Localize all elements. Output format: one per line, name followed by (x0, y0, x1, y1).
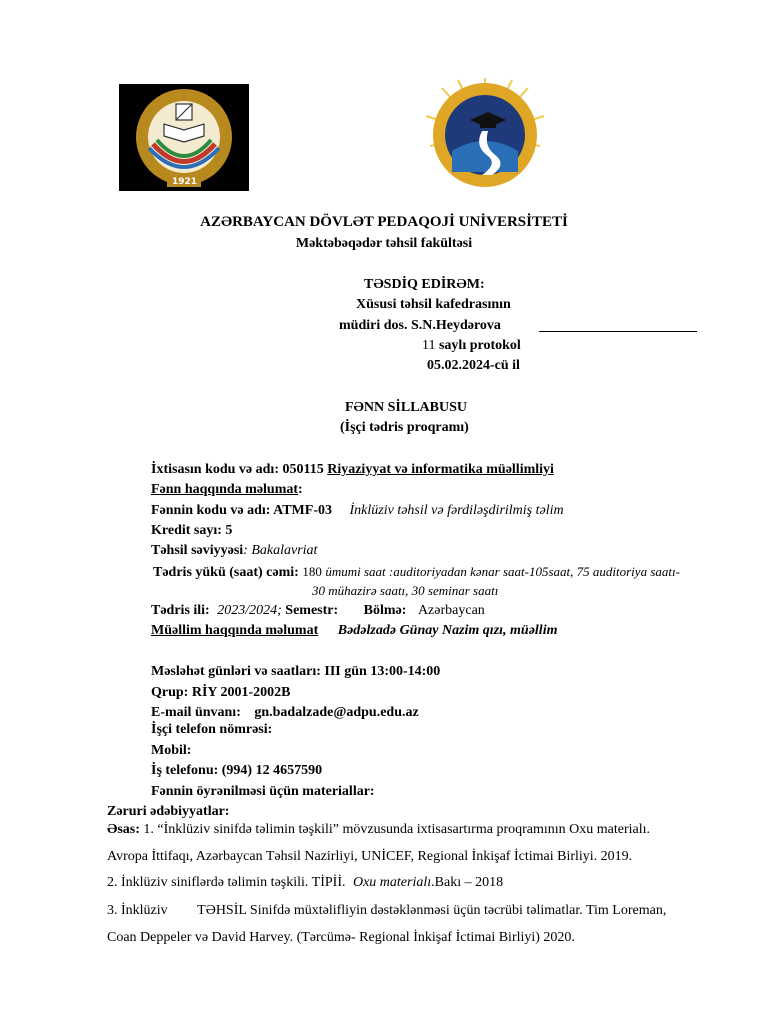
basic-label: Əsas: (107, 822, 140, 837)
office-phone: İş telefonu: (994) 12 4657590 (151, 763, 323, 778)
syllabus-title: FƏNN SİLLABUSU (345, 400, 467, 415)
approval-title: TƏSDİQ EDİRƏM: (364, 277, 485, 292)
item2-place: .Bakı – 2018 (431, 875, 504, 890)
year-value: 2023/2024; (217, 603, 282, 618)
signature-line (539, 331, 697, 332)
item3-start: 3. İnklüziv (107, 903, 168, 918)
seal-year: 1921 (172, 177, 198, 187)
item2-type: Oxu materialı (352, 875, 432, 890)
load-detail-2: 30 mühazirə saatı, 30 seminar saatı (312, 583, 499, 598)
literature-item-1 (107, 822, 650, 838)
course-info-heading (151, 482, 303, 498)
mobile: Mobil: (151, 743, 192, 758)
materials-heading: Fənnin öyrənilməsi üçün materiallar: (151, 784, 375, 799)
specialty-label: İxtisasın kodu və adı: 050115 (151, 462, 324, 477)
syllabus-subtitle: (İşçi tədris proqramı) (340, 420, 469, 435)
email-value: gn.badalzade@adpu.edu.az (254, 705, 419, 720)
approval-department: Xüsusi təhsil kafedrasının (356, 297, 511, 312)
protocol-number: 11 (422, 338, 436, 353)
course-code-label: Fənnin kodu və adı: ATMF-03 (151, 503, 332, 518)
item2-title: 2. İnklüziv siniflərdə təlimin təşkili. TİPİİ. (107, 875, 346, 890)
education-level (151, 543, 317, 559)
university-logo-left (119, 84, 249, 191)
level-value: : Bakalavriat (243, 543, 318, 558)
course-code (151, 503, 564, 519)
course-name: İnklüziv təhsil və fərdiləşdirilmiş təlim (349, 503, 564, 518)
load-hours: 180 (302, 564, 322, 579)
section-value: Azərbaycan (417, 603, 485, 618)
protocol-label: saylı protokol (438, 338, 521, 353)
literature-item-2 (107, 875, 503, 891)
approval-head: müdiri dos. S.N.Heydərova (339, 318, 501, 333)
graduation-cap-road-icon (422, 76, 548, 194)
teaching-load (153, 564, 680, 581)
email-label: E-mail ünvanı: (151, 705, 241, 720)
item1-line1: 1. “İnklüziv sinifdə təlimin təşkili” mövzusunda ixtisasartırma proqramının Oxu materialı. (143, 822, 651, 837)
work-phone-label: İşçi telefon nömrəsi: (151, 722, 273, 737)
faculty-name: Məktəbəqədər təhsil fakültəsi (295, 236, 473, 251)
group: Qrup: RİY 2001-2002B (151, 685, 291, 700)
item3-title: TƏHSİL Sinifdə müxtəlifliyin dəstəklənməsi üçün təcrübi təlimatlar. Tim Loreman, (197, 903, 667, 918)
course-info-colon: : (298, 482, 303, 497)
university-seal-book-icon (119, 84, 249, 191)
approval-date: 05.02.2024-cü il (427, 358, 520, 373)
section-label: Bölmə: (363, 603, 407, 618)
year-label: Tədris ili: (151, 603, 210, 618)
literature-item-3 (107, 903, 666, 919)
university-name: AZƏRBAYCAN DÖVLƏT PEDAQOJİ UNİVERSİTETİ (200, 214, 568, 230)
consultation: Məsləhət günləri və saatları: III gün 13:00-14:00 (151, 664, 441, 679)
teacher-info (151, 623, 557, 639)
load-detail: ümumi saat :auditoriyadan kənar saat-105saat, 75 auditoriya saatı- (325, 564, 680, 579)
teacher-label: Müəllim haqqında məlumat (151, 623, 319, 638)
faculty-logo-right (422, 76, 548, 194)
literature-item-3-cont: Coan Deppeler və David Harvey. (Tərcümə- Regional İnkişaf İctimai Birliyi) 2020. (107, 930, 575, 945)
semester-label: Semestr: (285, 603, 339, 618)
credit: Kredit sayı: 5 (151, 523, 233, 538)
specialty (151, 462, 554, 478)
teacher-value: Bədəlzadə Günay Nazim qızı, müəllim (337, 623, 558, 638)
level-label: Təhsil səviyyəsi (151, 543, 244, 558)
literature-title: Zəruri ədəbiyyatlar: (107, 804, 230, 819)
protocol (422, 338, 521, 354)
specialty-value: Riyaziyyat və informatika müəllimliyi (327, 462, 554, 477)
literature-item-1-cont: Avropa İttifaqı, Azərbaycan Təhsil Nazirliyi, UNİCEF, Regional İnkişaf İctimai Birliyi. 2019. (107, 849, 633, 864)
load-label: Tədris yükü (saat) cəmi: (153, 565, 299, 580)
course-info-label: Fənn haqqında məlumat (151, 482, 299, 497)
email (151, 705, 419, 721)
year-semester (151, 603, 485, 619)
